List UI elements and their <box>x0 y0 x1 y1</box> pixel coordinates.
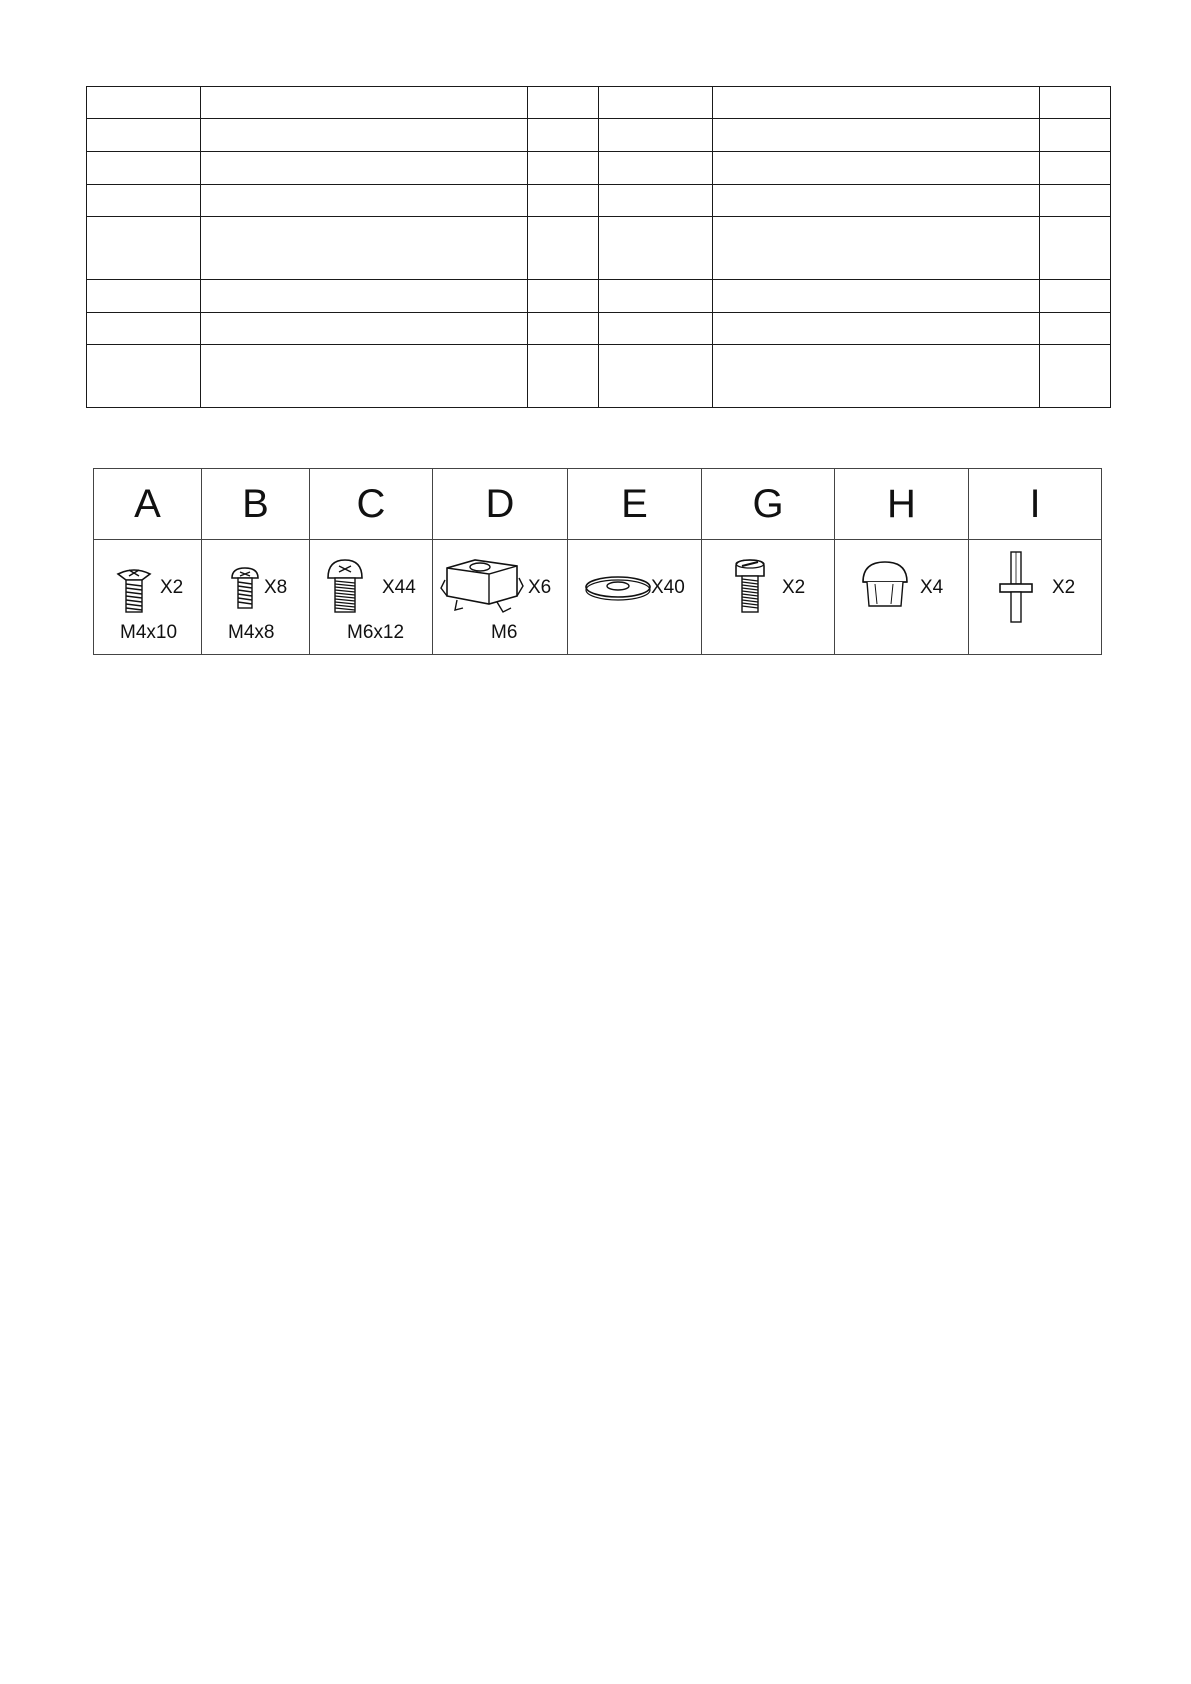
parts-list-body <box>87 87 1111 408</box>
table-cell <box>713 313 1040 345</box>
hardware-cell-h <box>835 540 969 655</box>
hardware-letter: B <box>202 469 310 540</box>
table-row <box>87 313 1111 345</box>
pin-icon <box>969 540 1102 654</box>
table-cell <box>1040 152 1111 185</box>
hardware-size: M6x12 <box>347 622 405 643</box>
hardware-quantity: X6 <box>528 577 552 598</box>
table-cell <box>87 217 201 280</box>
table-cell <box>1040 87 1111 119</box>
table-cell <box>201 119 528 152</box>
hardware-letter: G <box>702 469 835 540</box>
hardware-item-row <box>94 540 1102 655</box>
table-cell <box>87 87 201 119</box>
table-cell <box>528 119 599 152</box>
hardware-cell-e <box>568 540 702 655</box>
hardware-letter-row <box>94 469 1102 540</box>
table-cell <box>713 87 1040 119</box>
hardware-quantity: X8 <box>264 577 288 598</box>
table-cell <box>528 87 599 119</box>
table-cell <box>201 152 528 185</box>
table-row <box>87 217 1111 280</box>
hardware-size: M4x10 <box>120 622 178 643</box>
hardware-kit-table <box>93 468 1102 655</box>
slotted-screw-icon <box>702 540 835 654</box>
hardware-size: M6 <box>491 622 518 643</box>
table-cell <box>528 152 599 185</box>
table-cell <box>1040 119 1111 152</box>
table-cell <box>528 313 599 345</box>
table-cell <box>713 185 1040 217</box>
table-row <box>87 119 1111 152</box>
table-cell <box>201 345 528 408</box>
table-row <box>87 185 1111 217</box>
hardware-size: M4x8 <box>228 622 275 643</box>
table-cell <box>599 87 713 119</box>
hardware-letter: D <box>433 469 568 540</box>
table-cell <box>528 185 599 217</box>
table-cell <box>1040 345 1111 408</box>
table-cell <box>599 217 713 280</box>
table-cell <box>1040 185 1111 217</box>
hardware-cell-b <box>202 540 310 655</box>
table-cell <box>599 313 713 345</box>
hardware-cell-c <box>310 540 433 655</box>
table-cell <box>528 345 599 408</box>
hardware-quantity: X4 <box>920 577 944 598</box>
hardware-letter: C <box>310 469 433 540</box>
table-row <box>87 152 1111 185</box>
table-cell <box>599 152 713 185</box>
hardware-cell-g <box>702 540 835 655</box>
table-cell <box>201 280 528 313</box>
hardware-cell-i <box>969 540 1102 655</box>
table-cell <box>87 313 201 345</box>
table-cell <box>87 152 201 185</box>
table-cell <box>599 280 713 313</box>
table-cell <box>599 119 713 152</box>
hardware-quantity: X44 <box>382 577 416 598</box>
parts-list-table <box>86 86 1111 408</box>
hardware-quantity: X2 <box>160 577 184 598</box>
table-cell <box>87 119 201 152</box>
table-cell <box>599 345 713 408</box>
dome-plug-icon <box>835 540 969 654</box>
table-cell <box>713 345 1040 408</box>
table-cell <box>1040 217 1111 280</box>
table-cell <box>528 217 599 280</box>
hardware-letter: A <box>94 469 202 540</box>
table-cell <box>1040 280 1111 313</box>
table-row <box>87 280 1111 313</box>
hardware-cell-a <box>94 540 202 655</box>
table-cell <box>201 87 528 119</box>
table-cell <box>713 152 1040 185</box>
hardware-letter: E <box>568 469 702 540</box>
table-cell <box>87 280 201 313</box>
hardware-quantity: X40 <box>651 577 685 598</box>
table-cell <box>1040 313 1111 345</box>
table-cell <box>713 119 1040 152</box>
table-cell <box>599 185 713 217</box>
hardware-letter: I <box>969 469 1102 540</box>
table-cell <box>201 185 528 217</box>
table-cell <box>87 185 201 217</box>
table-cell <box>201 217 528 280</box>
hardware-cell-d <box>433 540 568 655</box>
table-cell <box>713 280 1040 313</box>
table-cell <box>528 280 599 313</box>
table-cell <box>201 313 528 345</box>
hardware-quantity: X2 <box>782 577 806 598</box>
table-row <box>87 345 1111 408</box>
table-cell <box>87 345 201 408</box>
hardware-quantity: X2 <box>1052 577 1076 598</box>
hardware-letter: H <box>835 469 969 540</box>
table-cell <box>713 217 1040 280</box>
table-row <box>87 87 1111 119</box>
